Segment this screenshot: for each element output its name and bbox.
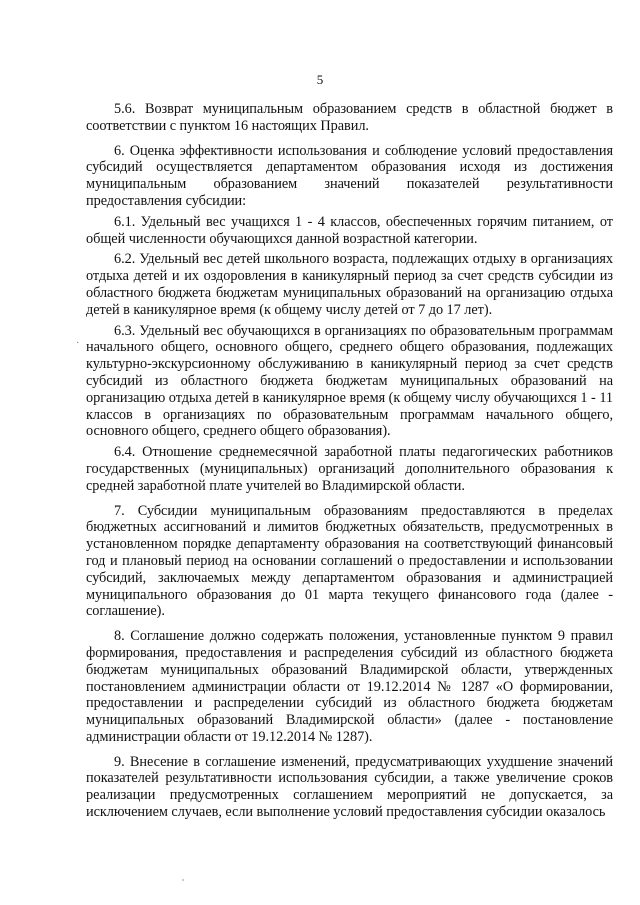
paragraph-6-3: 6.3. Удельный вес обучающихся в организациях по образовательным программам начального общего, основного общего, среднего общего образования, подлежащих культурно-экскурсионному обслуживанию в каникулярный период за счет средств субсидий из областного бюджета бюджетам муниципальных образований на организацию отдыха детей в каникулярное время (к общему числу обучающихся 1 - 11 классов в организациях по образовательным программам начального общего, основного общего, среднего общего образования). <box>86 322 613 440</box>
page-number: 5 <box>316 72 324 87</box>
paragraph-6-4: 6.4. Отношение среднемесячной заработной платы педагогических работников государственных (муниципальных) организаций дополнительного образования к средней заработной плате учителей во Владимирской области. <box>86 444 613 494</box>
paragraph-5-6: 5.6. Возврат муниципальным образованием средств в областной бюджет в соответствии с пунктом 16 настоящих Правил. <box>86 101 613 134</box>
paragraph-8: 8. Соглашение должно содержать положения, установленные пунктом 9 правил формирования, предоставления и распределения субсидий из областного бюджета бюджетам муниципальных образований Владимирской области, утвержденных постановлением администрации области от 19.12.2014 № 1287 «О формировании, предоставлении и распределении субсидий из областного бюджета бюджетам муниципальных образований Владимирской области» (далее - постановление администрации области от 19.12.2014 № 1287). <box>86 628 613 745</box>
scan-artifact <box>182 879 184 881</box>
paragraph-7: 7. Субсидии муниципальным образованиям предоставляются в пределах бюджетных ассигнований и лимитов бюджетных обязательств, предусмотренных в установленном порядке департаменту образования на соответствующий финансовый год и плановый период на основании соглашений о предоставлении и использовании субсидий, заключаемых между департаментом образования и администрацией муниципального образования до 01 марта текущего финансового года (далее - соглашение). <box>86 502 613 620</box>
document-body <box>86 101 613 821</box>
paragraph-6-2: 6.2. Удельный вес детей школьного возраста, подлежащих отдыху в организациях отдыха детей и их оздоровления в каникулярный период за счет средств субсидии из областного бюджета бюджетам муниципальных образований на организацию отдыха детей в каникулярное время (к общему числу детей от 7 до 17 лет). <box>86 251 613 318</box>
margin-mark: · <box>76 338 80 349</box>
paragraph-6: 6. Оценка эффективности использования и соблюдение условий предоставления субсидий осуществляется департаментом образования исходя из достижения муниципальным образованием значений показателей результативности предоставления субсидии: <box>86 142 613 209</box>
paragraph-6-1: 6.1. Удельный вес учащихся 1 - 4 классов, обеспеченных горячим питанием, от общей численности обучающихся данной возрастной категории. <box>86 213 613 247</box>
paragraph-9: 9. Внесение в соглашение изменений, предусматривающих ухудшение значений показателей результативности использования субсидии, а также увеличение сроков реализации предусмотренных соглашением мероприятий не допускается, за исключением случаев, если выполнение условий предоставления субсидии оказалось <box>86 753 613 821</box>
